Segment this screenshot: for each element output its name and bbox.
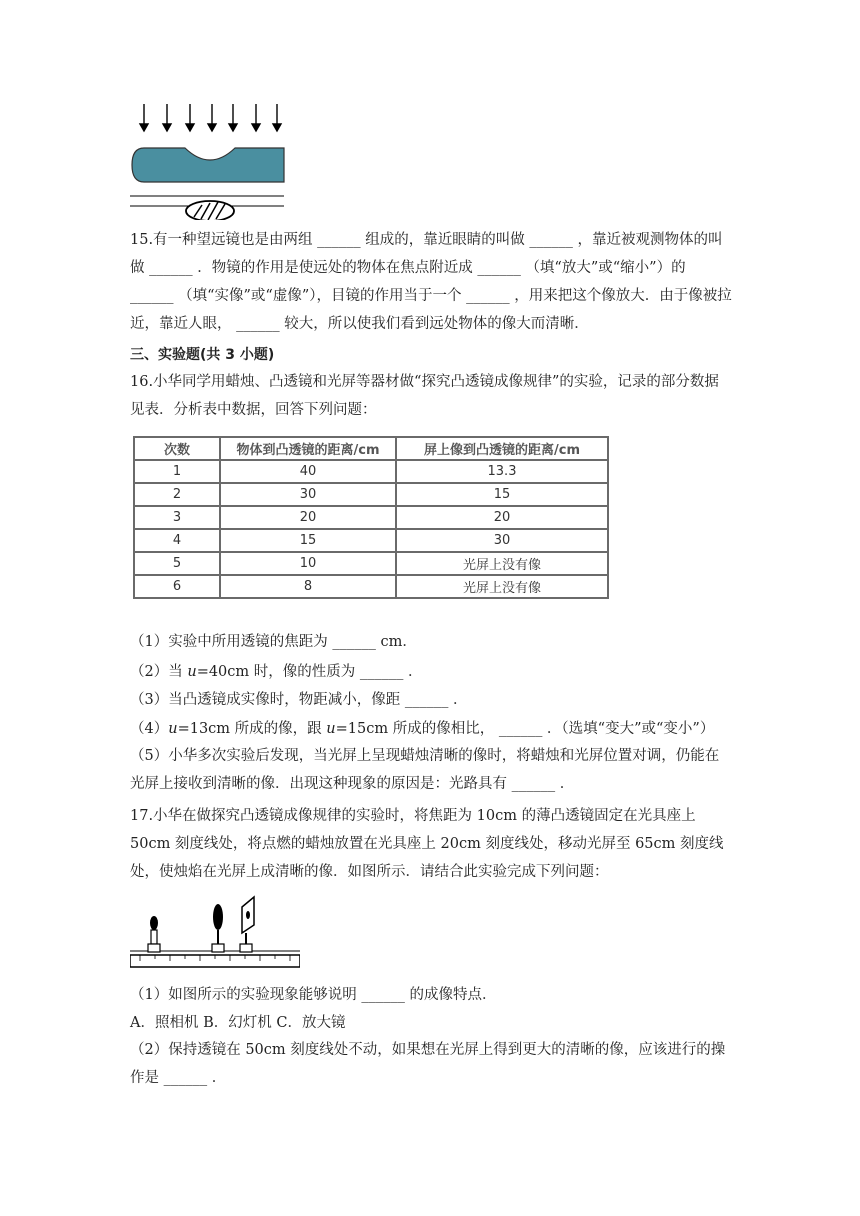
- question-16-part-5: （5）小华多次实验后发现，当光屏上呈现蜡烛清晰的像时，将蜡烛和光屏位置对调，仍能在光屏上接收到清晰的像．出现这种现象的原因是：光路具有 ______ ．: [130, 748, 720, 792]
- table-cell: 6: [134, 575, 220, 598]
- table-header-cell: 次数: [134, 437, 220, 460]
- question-16-part-2: [130, 662, 423, 682]
- table-cell: 30: [220, 483, 396, 506]
- convex-lens: [212, 904, 224, 952]
- question-17-part-1: （1）如图所示的实验现象能够说明 ______ 的成像特点．: [130, 987, 497, 1003]
- table-cell: 20: [396, 506, 608, 529]
- text-fragment: （2）当: [130, 664, 188, 680]
- text-fragment: =15cm 所成的像相比， ______ ．（选填“变大”或“变小”）: [335, 721, 715, 737]
- table-cell: 15: [220, 529, 396, 552]
- table-header-row: [134, 437, 608, 460]
- table-row: [134, 529, 608, 552]
- light-ray-arrows: [140, 104, 281, 131]
- table-row: [134, 575, 608, 598]
- table-row: [134, 460, 608, 483]
- question-17-options: A．照相机 B．幻灯机 C．放大镜: [130, 1015, 346, 1031]
- table-row: [134, 506, 608, 529]
- table-cell: 5: [134, 552, 220, 575]
- eye-diagram-figure: [130, 100, 290, 220]
- table-header-cell: 物体到凸透镜的距离/cm: [220, 437, 396, 460]
- water-slab: [132, 148, 284, 182]
- question-16-part-3: （3）当凸透镜成实像时，物距减小，像距 ______ ．: [130, 692, 468, 708]
- variable-u: u: [187, 664, 197, 680]
- text-fragment: =40cm 时，像的性质为 ______ ．: [196, 664, 423, 680]
- question-16-intro: 16.小华同学用蜡烛、凸透镜和光屏等器材做“探究凸透镜成像规律”的实验，记录的部分数据见表．分析表中数据，回答下列问题：: [130, 374, 719, 418]
- question-16-part-1: （1）实验中所用透镜的焦距为 ______ cm．: [130, 634, 417, 650]
- table-cell: 8: [220, 575, 396, 598]
- experiment-data-table: [133, 436, 609, 599]
- text-fragment: （4）: [130, 721, 169, 737]
- table-cell: 光屏上没有像: [396, 575, 608, 598]
- section-heading: 三、实验题(共 3 小题): [130, 347, 275, 363]
- table-cell: 13.3: [396, 460, 608, 483]
- text-fragment: =13cm 所成的像，跟: [177, 721, 327, 737]
- table-cell: 2: [134, 483, 220, 506]
- table-cell: 20: [220, 506, 396, 529]
- optical-bench-figure: [130, 895, 300, 975]
- table-row: [134, 483, 608, 506]
- light-screen: [240, 897, 254, 952]
- table-cell: 4: [134, 529, 220, 552]
- table-cell: 40: [220, 460, 396, 483]
- variable-u: u: [168, 721, 178, 737]
- candle: [148, 916, 160, 952]
- question-17-intro: 17.小华在做探究凸透镜成像规律的实验时，将焦距为 10cm 的薄凸透镜固定在光具座上 50cm 刻度线处，将点燃的蜡烛放置在光具座上 20cm 刻度线处，移动光屏至 65cm 刻度线处，使烛焰在光屏上成清晰的像．如图所示．请结合此实验完成下列问题：: [130, 808, 724, 880]
- table-header-cell: 屏上像到凸透镜的距离/cm: [396, 437, 608, 460]
- question-15: 15.有一种望远镜也是由两组 ______ 组成的，靠近眼睛的叫做 ______ ，靠近被观测物体的叫做 ______ ．物镜的作用是使远处的物体在焦点附近成 ______ （填“放大”或“缩小”）的 ______ （填“实像”或“虚像”），目镜的作用当于一个 ______ ，用来把这个像放大．由于像被拉近，靠近人眼， ______ 较大，所以使我们看到远处物体的像大而清晰．: [130, 232, 732, 332]
- table-cell: 1: [134, 460, 220, 483]
- question-16-part-4: [130, 719, 714, 739]
- table-cell: 15: [396, 483, 608, 506]
- table-cell: 10: [220, 552, 396, 575]
- table-row: [134, 552, 608, 575]
- variable-u: u: [326, 721, 336, 737]
- table-cell: 光屏上没有像: [396, 552, 608, 575]
- table-cell: 30: [396, 529, 608, 552]
- table-cell: 3: [134, 506, 220, 529]
- question-17-part-2: （2）保持透镜在 50cm 刻度线处不动，如果想在光屏上得到更大的清晰的像，应该进行的操作是 ______ ．: [130, 1042, 726, 1086]
